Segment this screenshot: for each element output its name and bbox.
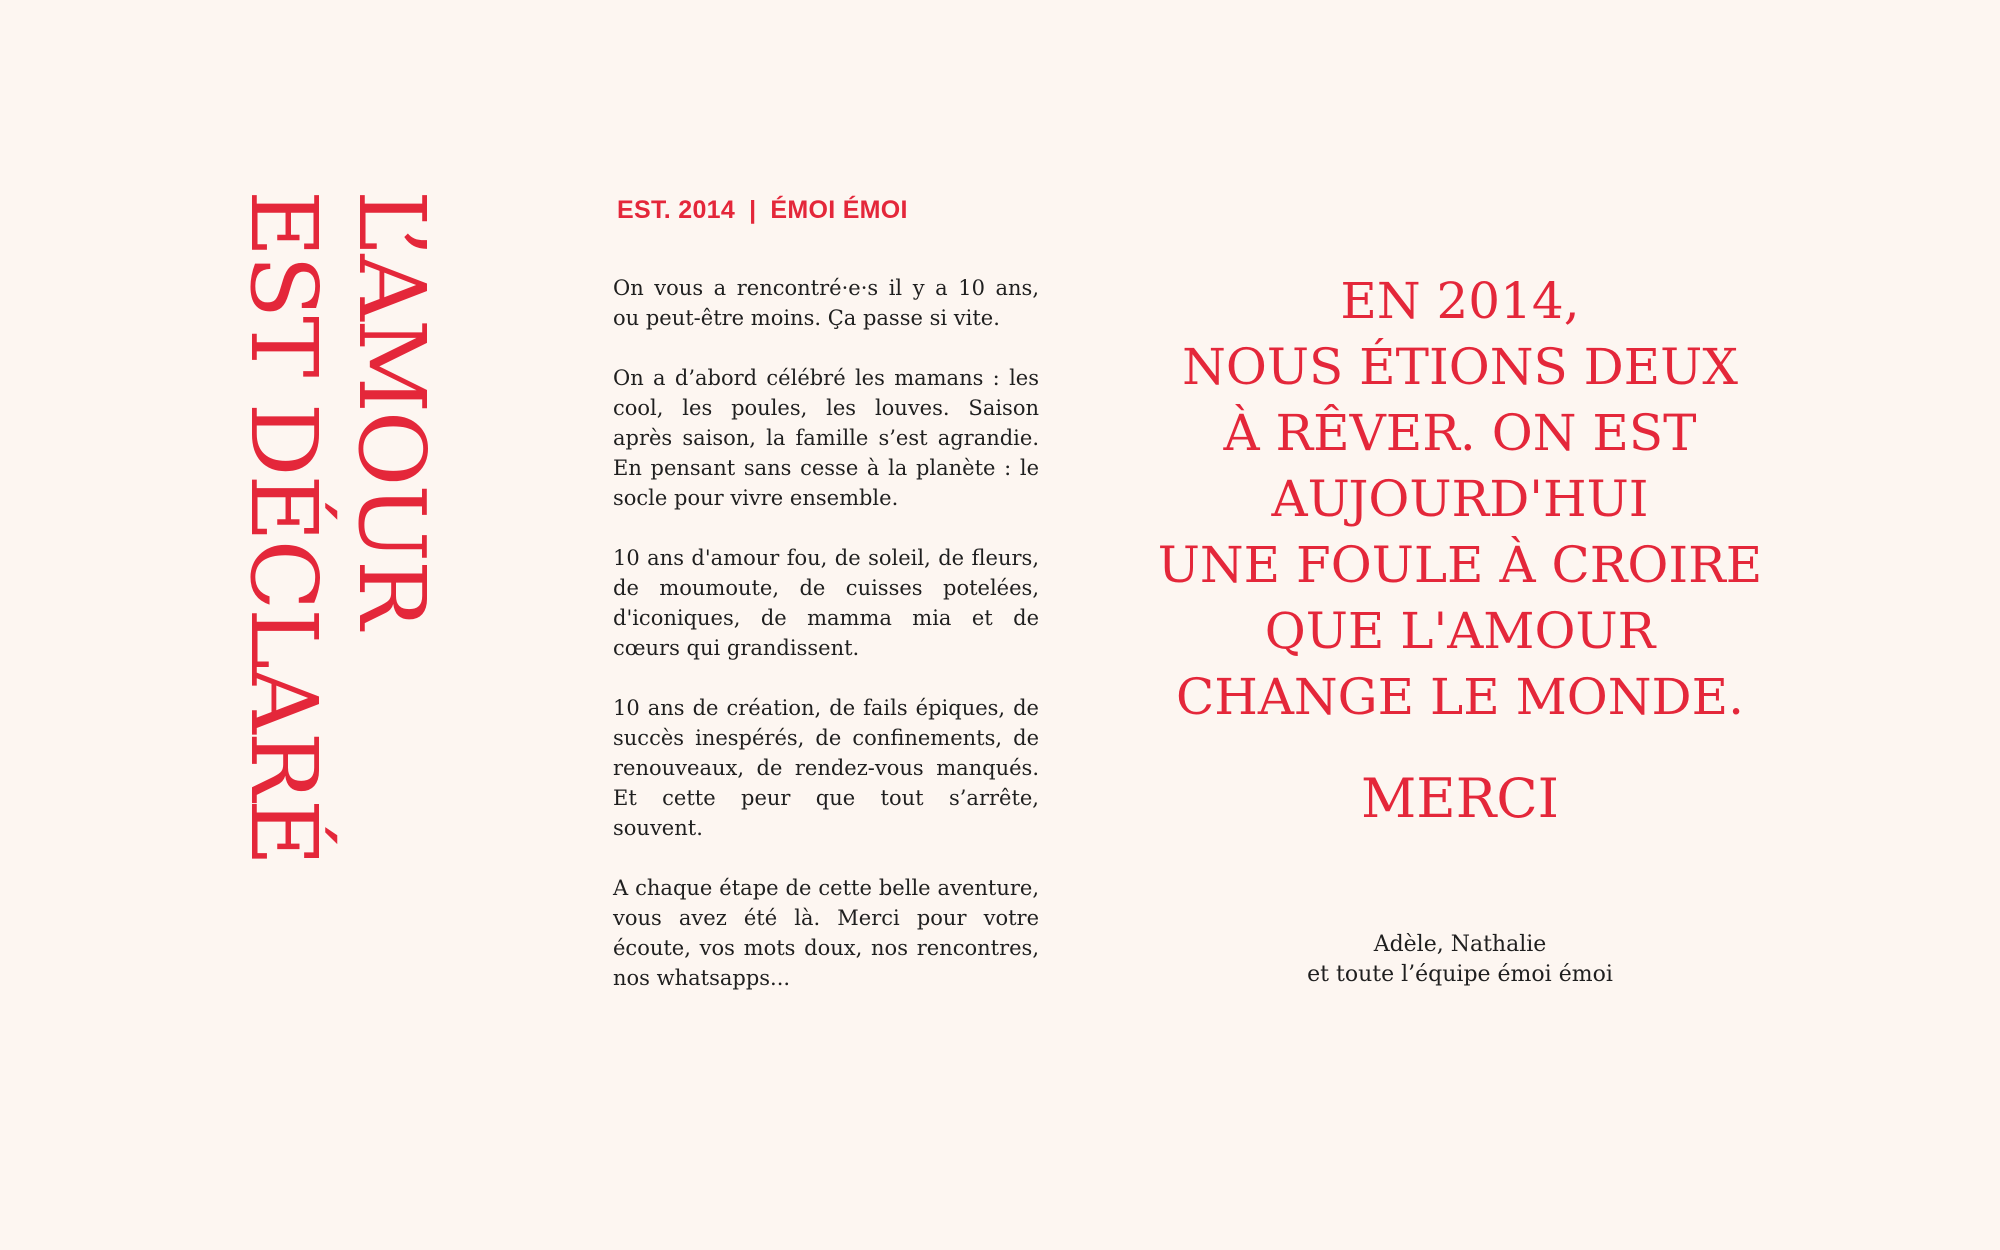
- quote-line: EN 2014,: [1340, 272, 1580, 330]
- paragraph: On a d’abord célébré les mamans : les cool, les poules, les louves. Saison après saison, la famille s’est agrandie. En pensant sans cesse à la planète : le socle pour vivre ensemble.: [613, 366, 1039, 510]
- body-text: [613, 273, 1039, 993]
- title-line-2: EST DÉCLARÉ: [230, 190, 337, 865]
- quote-line: UNE FOULE À CROIRE: [1157, 536, 1763, 594]
- brand-name: ÉMOI ÉMOI: [770, 196, 908, 224]
- established-label: EST. 2014: [617, 196, 736, 224]
- signature-names: Adèle, Nathalie: [1373, 932, 1547, 957]
- quote-block: [1150, 268, 1770, 730]
- quote-line: CHANGE LE MONDE.: [1175, 668, 1745, 726]
- quote-line: À RÊVER. ON EST: [1223, 404, 1697, 462]
- paragraph: On vous a rencontré·e·s il y a 10 ans, ou peut-être moins. Ça passe si vite.: [613, 276, 1039, 330]
- quote-line: AUJOURD'HUI: [1271, 470, 1649, 528]
- paragraph: 10 ans d'amour fou, de soleil, de fleurs, de moumoute, de cuisses potelées, d'iconiques, de mamma mia et de cœurs qui grandissent.: [613, 546, 1039, 660]
- quote-line: NOUS ÉTIONS DEUX: [1182, 338, 1738, 396]
- signature-team: et toute l’équipe émoi émoi: [1307, 962, 1613, 987]
- quote-line: QUE L'AMOUR: [1264, 602, 1656, 660]
- signature: [1150, 930, 1770, 990]
- vertical-title-rotated: [225, 190, 445, 1000]
- vertical-title: [225, 190, 445, 1000]
- tagline-separator: |: [749, 196, 757, 224]
- header-tagline: [617, 196, 908, 225]
- paragraph: 10 ans de création, de fails épiques, de succès inespérés, de confinements, de renouveaux, de rendez-vous manqués. Et cette peur que tout s’arrête, souvent.: [613, 696, 1039, 840]
- merci-heading: MERCI: [1360, 767, 1560, 830]
- title-line-1: L’AMOUR: [338, 190, 445, 628]
- paragraph: A chaque étape de cette belle aventure, vous avez été là. Merci pour votre écoute, vos mots doux, nos rencontres, nos whatsapps...: [613, 876, 1039, 990]
